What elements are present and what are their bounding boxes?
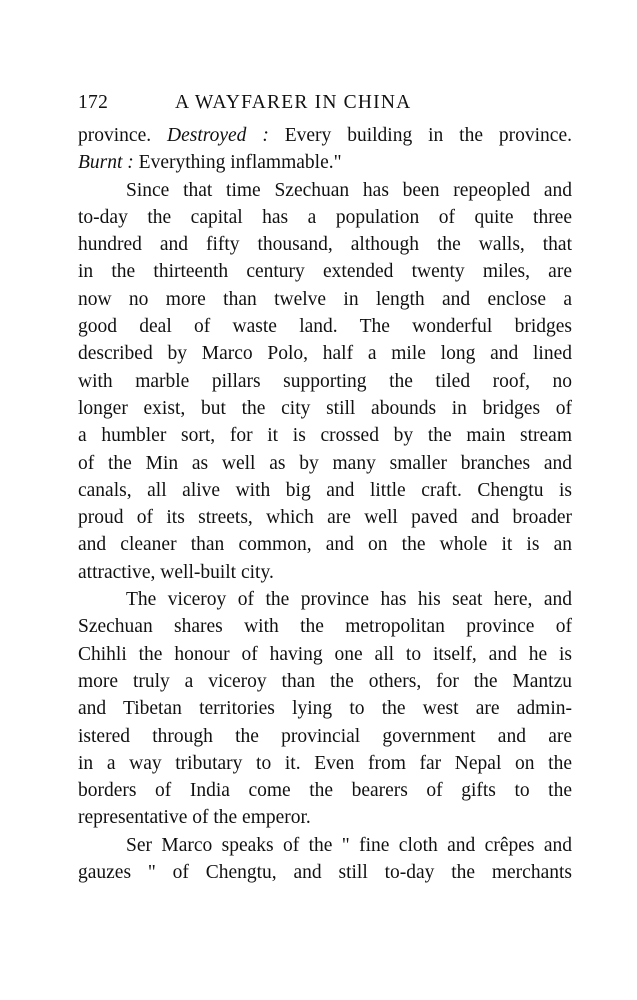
text-run: more truly a viceroy than the others, for the Mantzu (78, 670, 572, 692)
running-head (78, 92, 572, 122)
text-line (78, 204, 572, 231)
text-run: in a way tributary to it. Even from far Nepal on the (78, 752, 572, 774)
text-line (78, 832, 572, 859)
italic-text: Burnt : (78, 152, 134, 174)
text-run: borders of India come the bearers of gifts to the (78, 780, 572, 802)
text-run: with marble pillars supporting the tiled roof, no (78, 370, 572, 392)
text-line (78, 859, 572, 886)
book-page (78, 92, 572, 886)
page-number: 172 (78, 92, 109, 113)
text-line (78, 531, 572, 558)
text-run: Szechuan shares with the metropolitan province of (78, 616, 572, 638)
text-run: to-day the capital has a population of quite three (78, 206, 572, 228)
text-line (78, 258, 572, 285)
text-run: of the Min as well as by many smaller branches and (78, 452, 572, 474)
text-run: proud of its streets, which are well paved and broader (78, 507, 572, 529)
text-run: good deal of waste land. The wonderful bridges (78, 316, 572, 338)
text-run: province. (78, 125, 167, 146)
text-run: and Tibetan territories lying to the west are admin- (78, 698, 572, 720)
text-line (78, 668, 572, 695)
text-run: and cleaner than common, and on the whole it is an (78, 534, 572, 556)
text-run: described by Marco Polo, half a mile long and lined (78, 343, 572, 365)
text-line (78, 723, 572, 750)
text-line (78, 340, 572, 367)
text-line (78, 559, 572, 586)
text-line (78, 422, 572, 449)
text-line (78, 504, 572, 531)
text-line (78, 149, 572, 176)
text-line (78, 450, 572, 477)
text-line (78, 777, 572, 804)
text-line (78, 613, 572, 640)
text-run: The viceroy of the province has his seat here, and (126, 589, 572, 611)
text-run: in the thirteenth century extended twenty miles, are (78, 261, 572, 283)
text-line (78, 177, 572, 204)
text-run: istered through the provincial government and are (78, 725, 572, 747)
text-run: Since that time Szechuan has been repeopled and (126, 179, 572, 201)
text-run: longer exist, but the city still abounds in bridges of (78, 397, 572, 419)
text-run: Ser Marco speaks of the " fine cloth and crêpes and (126, 834, 572, 856)
text-line (78, 804, 572, 831)
text-run: attractive, well-built city. (78, 561, 274, 583)
text-run: now no more than twelve in length and enclose a (78, 288, 572, 310)
text-line (78, 286, 572, 313)
text-run: representative of the emperor. (78, 807, 311, 829)
text-line (78, 122, 572, 149)
text-line (78, 641, 572, 668)
text-line (78, 750, 572, 777)
italic-text: Destroyed : (167, 125, 269, 146)
text-run: gauzes " of Chengtu, and still to-day the merchants (78, 862, 572, 884)
text-line (78, 313, 572, 340)
text-line (78, 586, 572, 613)
text-run: Every building in the province. (268, 125, 572, 146)
text-run: Chihli the honour of having one all to itself, and he is (78, 643, 572, 665)
text-run: Everything inflammable." (133, 152, 342, 174)
text-line (78, 695, 572, 722)
text-line (78, 395, 572, 422)
text-line (78, 368, 572, 395)
text-run: canals, all alive with big and little craft. Chengtu is (78, 479, 572, 501)
body-text (78, 122, 572, 886)
running-title: A WAYFARER IN CHINA (175, 92, 412, 113)
text-run: a humbler sort, for it is crossed by the main stream (78, 425, 572, 447)
text-run: hundred and fifty thousand, although the walls, that (78, 234, 572, 256)
text-line (78, 231, 572, 258)
text-line (78, 477, 572, 504)
